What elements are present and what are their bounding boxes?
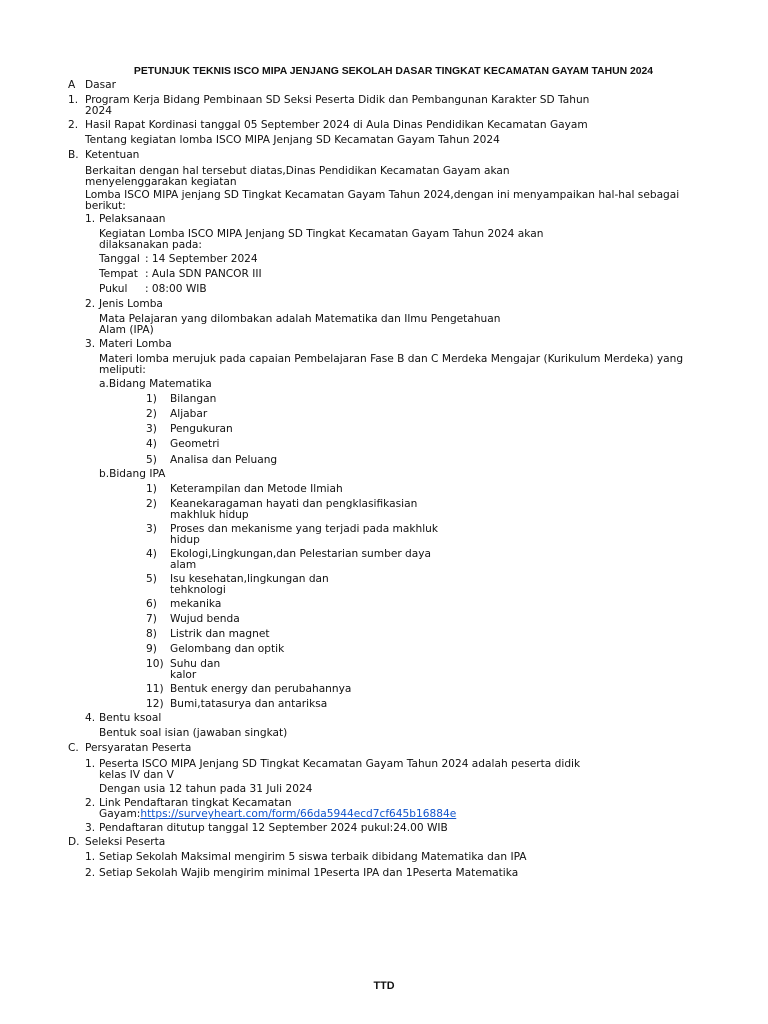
ketentuan-intro-1: Berkaitan dengan hal tersebut diatas,Dinas Pendidikan Kecamatan Gayam akan (85, 165, 510, 177)
ipa-topic-number: 7) (146, 613, 157, 625)
bentuk-soal-desc: Bentuk soal isian (jawaban singkat) (99, 727, 288, 739)
ipa-topic: Wujud benda (170, 613, 240, 625)
ipa-topic: Keterampilan dan Metode Ilmiah (170, 483, 343, 495)
materi-lomba-desc-cont: meliputi: (99, 364, 146, 376)
pelaksanaan-desc-cont: dilaksanakan pada: (99, 239, 202, 251)
ipa-topic: Bentuk energy dan perubahannya (170, 683, 352, 695)
matematika-topic-number: 2) (146, 408, 157, 420)
matematika-topic: Analisa dan Peluang (170, 454, 278, 466)
persyaratan-item-2-number: 2. (85, 797, 96, 809)
matematika-topic-number: 4) (146, 438, 157, 450)
ipa-topic-number: 11) (146, 683, 164, 695)
section-c-heading: Persyaratan Peserta (85, 742, 192, 754)
matematika-topic: Geometri (170, 438, 220, 450)
seleksi-item-1-number: 1. (85, 851, 96, 863)
bidang-matematika-heading: a.Bidang Matematika (99, 378, 212, 390)
persyaratan-item-3-number: 3. (85, 822, 96, 834)
jenis-lomba-number: 2. (85, 298, 96, 310)
ipa-topic-number: 6) (146, 598, 157, 610)
ipa-topic-number: 1) (146, 483, 157, 495)
pelaksanaan-heading: Pelaksanaan (99, 213, 166, 225)
pukul-value: : 08:00 WIB (145, 283, 207, 295)
tempat-value: : Aula SDN PANCOR III (145, 268, 262, 280)
persyaratan-item-1-usia: Dengan usia 12 tahun pada 31 Juli 2024 (99, 783, 313, 795)
persyaratan-item-1-number: 1. (85, 758, 96, 770)
pukul-label: Pukul (99, 283, 128, 295)
section-c-marker: C. (68, 742, 79, 754)
signature-label: TTD (373, 980, 395, 992)
dasar-item-1-number: 1. (68, 94, 79, 106)
tanggal-value: : 14 September 2024 (145, 253, 258, 265)
dasar-item-2-text-cont: Tentang kegiatan lomba ISCO MIPA Jenjang SD Kecamatan Gayam Tahun 2024 (85, 134, 500, 146)
tanggal-label: Tanggal (99, 253, 140, 265)
ketentuan-intro-2-cont: berikut: (85, 200, 126, 212)
ipa-topic-cont: alam (170, 559, 197, 571)
ipa-topic: mekanika (170, 598, 222, 610)
bidang-ipa-heading: b.Bidang IPA (99, 468, 166, 480)
matematika-topic-number: 5) (146, 454, 157, 466)
ipa-topic: Bumi,tatasurya dan antariksa (170, 698, 328, 710)
seleksi-item-2-number: 2. (85, 867, 96, 879)
ketentuan-intro-2: Lomba ISCO MIPA jenjang SD Tingkat Kecamatan Gayam Tahun 2024,dengan ini menyampaikan hal-hal sebagai (85, 189, 680, 201)
section-d-marker: D. (68, 836, 80, 848)
ipa-topic: Keanekaragaman hayati dan pengklasifikasian (170, 498, 418, 510)
ipa-topic: Proses dan mekanisme yang terjadi pada makhluk (170, 523, 439, 535)
registration-link-prefix: Gayam: (99, 808, 141, 820)
ipa-topic: Isu kesehatan,lingkungan dan (170, 573, 329, 585)
ipa-topic-number: 9) (146, 643, 157, 655)
jenis-lomba-heading: Jenis Lomba (99, 298, 163, 310)
ipa-topic-number: 12) (146, 698, 164, 710)
ipa-topic-cont: tehknologi (170, 584, 226, 596)
registration-link[interactable]: https://surveyheart.com/form/66da5944ecd7cf645b16884e (140, 808, 457, 820)
ipa-topic-number: 10) (146, 658, 164, 670)
matematika-topic: Aljabar (170, 408, 208, 420)
ipa-topic-number: 5) (146, 573, 157, 585)
ipa-topic-number: 4) (146, 548, 157, 560)
section-b-marker: B. (68, 149, 79, 161)
ipa-topic-cont: makhluk hidup (170, 509, 249, 521)
section-a-marker: A (68, 79, 76, 91)
matematika-topic-number: 3) (146, 423, 157, 435)
bentuk-soal-heading: Bentu ksoal (99, 712, 162, 724)
persyaratan-item-3-text: Pendaftaran ditutup tanggal 12 September 2024 pukul:24.00 WIB (99, 822, 448, 834)
persyaratan-item-1-text-cont: kelas IV dan V (99, 769, 174, 781)
section-d-heading: Seleksi Peserta (85, 836, 166, 848)
materi-lomba-heading: Materi Lomba (99, 338, 172, 350)
dasar-item-1-text-cont: 2024 (85, 105, 112, 117)
section-b-heading: Ketentuan (85, 149, 140, 161)
bentuk-soal-number: 4. (85, 712, 96, 724)
materi-lomba-desc: Materi lomba merujuk pada capaian Pembelajaran Fase B dan C Merdeka Mengajar (Kurikulum Merdeka) yang (99, 353, 684, 365)
ipa-topic: Ekologi,Lingkungan,dan Pelestarian sumber daya (170, 548, 432, 560)
persyaratan-item-2-link-line (99, 809, 456, 821)
dasar-item-2-number: 2. (68, 119, 79, 131)
ipa-topic-number: 8) (146, 628, 157, 640)
ketentuan-intro-1-cont: menyelenggarakan kegiatan (85, 176, 237, 188)
materi-lomba-number: 3. (85, 338, 96, 350)
seleksi-item-1-text: Setiap Sekolah Maksimal mengirim 5 siswa terbaik dibidang Matematika dan IPA (99, 851, 527, 863)
dasar-item-2-text: Hasil Rapat Kordinasi tanggal 05 September 2024 di Aula Dinas Pendidikan Kecamatan Gayam (85, 119, 588, 131)
pelaksanaan-desc: Kegiatan Lomba ISCO MIPA Jenjang SD Tingkat Kecamatan Gayam Tahun 2024 akan (99, 228, 544, 240)
ipa-topic-cont: hidup (170, 534, 200, 546)
ipa-topic-cont: kalor (170, 669, 197, 681)
tempat-label: Tempat (99, 268, 138, 280)
jenis-lomba-desc: Mata Pelajaran yang dilombakan adalah Matematika dan Ilmu Pengetahuan (99, 313, 501, 325)
ipa-topic: Listrik dan magnet (170, 628, 270, 640)
persyaratan-item-2-text: Link Pendaftaran tingkat Kecamatan (99, 797, 292, 809)
matematika-topic: Bilangan (170, 393, 217, 405)
document-title: PETUNJUK TEKNIS ISCO MIPA JENJANG SEKOLAH DASAR TINGKAT KECAMATAN GAYAM TAHUN 2024 (133, 66, 654, 77)
ipa-topic: Suhu dan (170, 658, 221, 670)
matematika-topic-number: 1) (146, 393, 157, 405)
persyaratan-item-1-text: Peserta ISCO MIPA Jenjang SD Tingkat Kecamatan Gayam Tahun 2024 adalah peserta didik (99, 758, 581, 770)
section-a-heading: Dasar (85, 79, 117, 91)
dasar-item-1-text: Program Kerja Bidang Pembinaan SD Seksi Peserta Didik dan Pembangunan Karakter SD Tahun (85, 94, 590, 106)
ipa-topic-number: 2) (146, 498, 157, 510)
ipa-topic-number: 3) (146, 523, 157, 535)
pelaksanaan-number: 1. (85, 213, 96, 225)
matematika-topic: Pengukuran (170, 423, 233, 435)
seleksi-item-2-text: Setiap Sekolah Wajib mengirim minimal 1Peserta IPA dan 1Peserta Matematika (99, 867, 519, 879)
ipa-topic: Gelombang dan optik (170, 643, 285, 655)
jenis-lomba-desc-cont: Alam (IPA) (99, 324, 154, 336)
